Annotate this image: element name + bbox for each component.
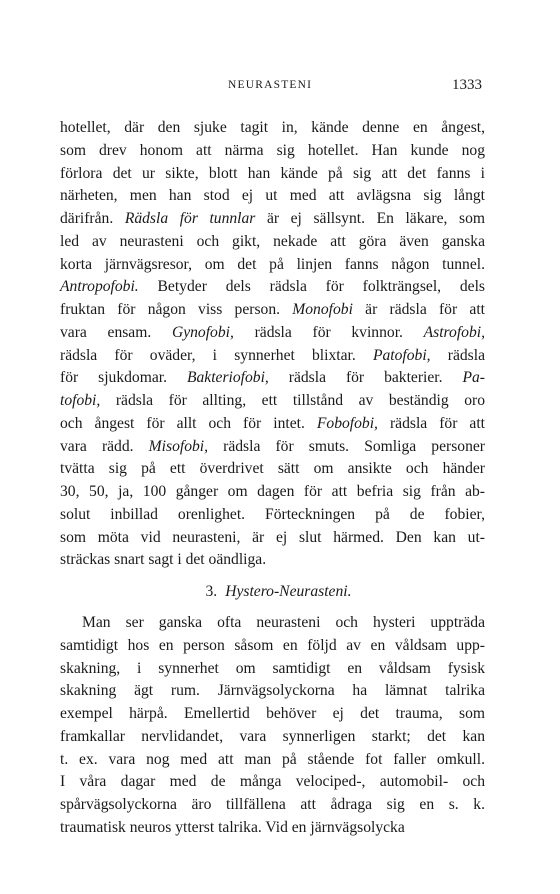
text-run: rädsla bbox=[430, 346, 485, 364]
italic-term: tofobi, bbox=[60, 392, 101, 409]
text-run: vara ensam. bbox=[60, 323, 172, 341]
text-run: rädsla för smuts. Somliga personer bbox=[208, 437, 485, 455]
italic-term: Patofobi, bbox=[372, 346, 431, 364]
text-run: och ångest för allt och för intet. bbox=[60, 414, 317, 432]
italic-term: Astrofobi, bbox=[423, 323, 485, 341]
text-line: tvätta sig på ett överdrivet sätt om ansikte och händer bbox=[60, 460, 485, 478]
text-line: framkallar nervlidandet, vara synnerligen starkt; det kan bbox=[60, 727, 485, 745]
text-line: som möta vid neurasteni, är ej slut härmed. Den kan ut- bbox=[60, 528, 485, 546]
text-line: samtidigt hos en person såsom en följd av en våldsam upp- bbox=[60, 636, 485, 654]
text-line bbox=[60, 413, 485, 436]
text-line bbox=[60, 299, 485, 322]
italic-term: Bakteriofobi, bbox=[186, 369, 269, 387]
text-run: är rädsla för att bbox=[352, 301, 485, 318]
text-run: för sjukdomar. bbox=[60, 369, 187, 387]
running-head: NEURASTENI bbox=[228, 79, 313, 91]
text-run: är ej sällsynt. En läkare, som bbox=[255, 210, 485, 227]
text-line bbox=[60, 367, 485, 390]
text-run: rädsla för bakterier. bbox=[268, 369, 463, 387]
text-line: I våra dagar med de många velociped-, automobil- och bbox=[60, 773, 485, 791]
italic-term: Gynofobi, bbox=[171, 323, 234, 341]
text-line bbox=[60, 345, 485, 368]
text-line bbox=[60, 322, 485, 345]
text-line: förlora det ur sikte, blott han kände på sig att det fanns i bbox=[60, 164, 485, 182]
italic-term: Fobofobi, bbox=[316, 414, 378, 432]
text-run: rädsla för att bbox=[377, 414, 485, 432]
section-heading bbox=[60, 572, 485, 612]
italic-term: Misofobi, bbox=[148, 437, 209, 455]
text-line: Man ser ganska ofta neurasteni och hysteri uppträda bbox=[82, 614, 485, 631]
text-line: hotellet, där den sjuke tagit in, kände denne en ångest, bbox=[60, 119, 485, 136]
text-line: spårvägsolyckorna äro tillfällena att ådraga sig en s. k. bbox=[60, 796, 485, 813]
section-number: 3. bbox=[205, 583, 218, 600]
text-line: exempel härpå. Emellertid behöver ej det trauma, som bbox=[60, 705, 485, 722]
text-line: sträckas snart sagt i det oändliga. bbox=[60, 551, 267, 569]
text-line: skakning, i synnerhet om samtidigt en våldsam fysisk bbox=[60, 659, 485, 677]
text-line: som drev honom att närma sig hotellet. Han kunde nog bbox=[60, 141, 485, 159]
text-line: traumatisk neuros ytterst talrika. Vid en järnvägsolycka bbox=[60, 818, 405, 836]
page-number: 1333 bbox=[452, 77, 482, 93]
text-line: närheten, men han stod ej ut med att avlägsna sig långt bbox=[60, 187, 485, 205]
text-run: vara rädd. bbox=[60, 437, 149, 455]
text-line: 30, 50, ja, 100 gånger om dagen för att befria sig från ab- bbox=[60, 483, 485, 500]
text-line bbox=[60, 436, 485, 459]
section-title: Hystero-Neurasteni. bbox=[225, 583, 352, 600]
paragraph-phobias bbox=[60, 117, 485, 572]
text-run: rädsla för kvinnor. bbox=[233, 323, 424, 341]
paragraph-hystero-neurasthenia bbox=[60, 612, 485, 840]
text-run: rädsla för oväder, i synnerhet blixtar. bbox=[60, 346, 373, 364]
text-line: korta järnvägsresor, om det på linjen fanns någon tunnel. bbox=[60, 255, 485, 273]
text-line: solut inbillad orenlighet. Förteckningen på de fobier, bbox=[60, 505, 485, 523]
text-line: led av neurasteni och gikt, nekade att göra även ganska bbox=[60, 232, 485, 250]
text-line bbox=[60, 390, 485, 413]
text-run: fruktan för någon viss person. bbox=[60, 301, 293, 318]
italic-term: Monofobi bbox=[292, 301, 353, 318]
text-line bbox=[60, 276, 485, 299]
text-line: skakning ägt rum. Järnvägsolyckorna ha lämnat talrika bbox=[60, 682, 485, 700]
text-run: rädsla för allting, ett tillstånd av beständig oro bbox=[100, 392, 485, 409]
text-line: t. ex. vara nog med att man på stående fot faller omkull. bbox=[60, 750, 485, 768]
italic-term: Rädsla för tunnlar bbox=[124, 210, 256, 227]
italic-term: Antropofobi. bbox=[60, 278, 139, 296]
body-text bbox=[60, 117, 485, 840]
italic-term: Pa- bbox=[462, 369, 485, 387]
text-line bbox=[60, 208, 485, 231]
text-run: Betyder dels rädsla för folkträngsel, dels bbox=[138, 278, 485, 296]
text-run: därifrån. bbox=[60, 210, 125, 227]
